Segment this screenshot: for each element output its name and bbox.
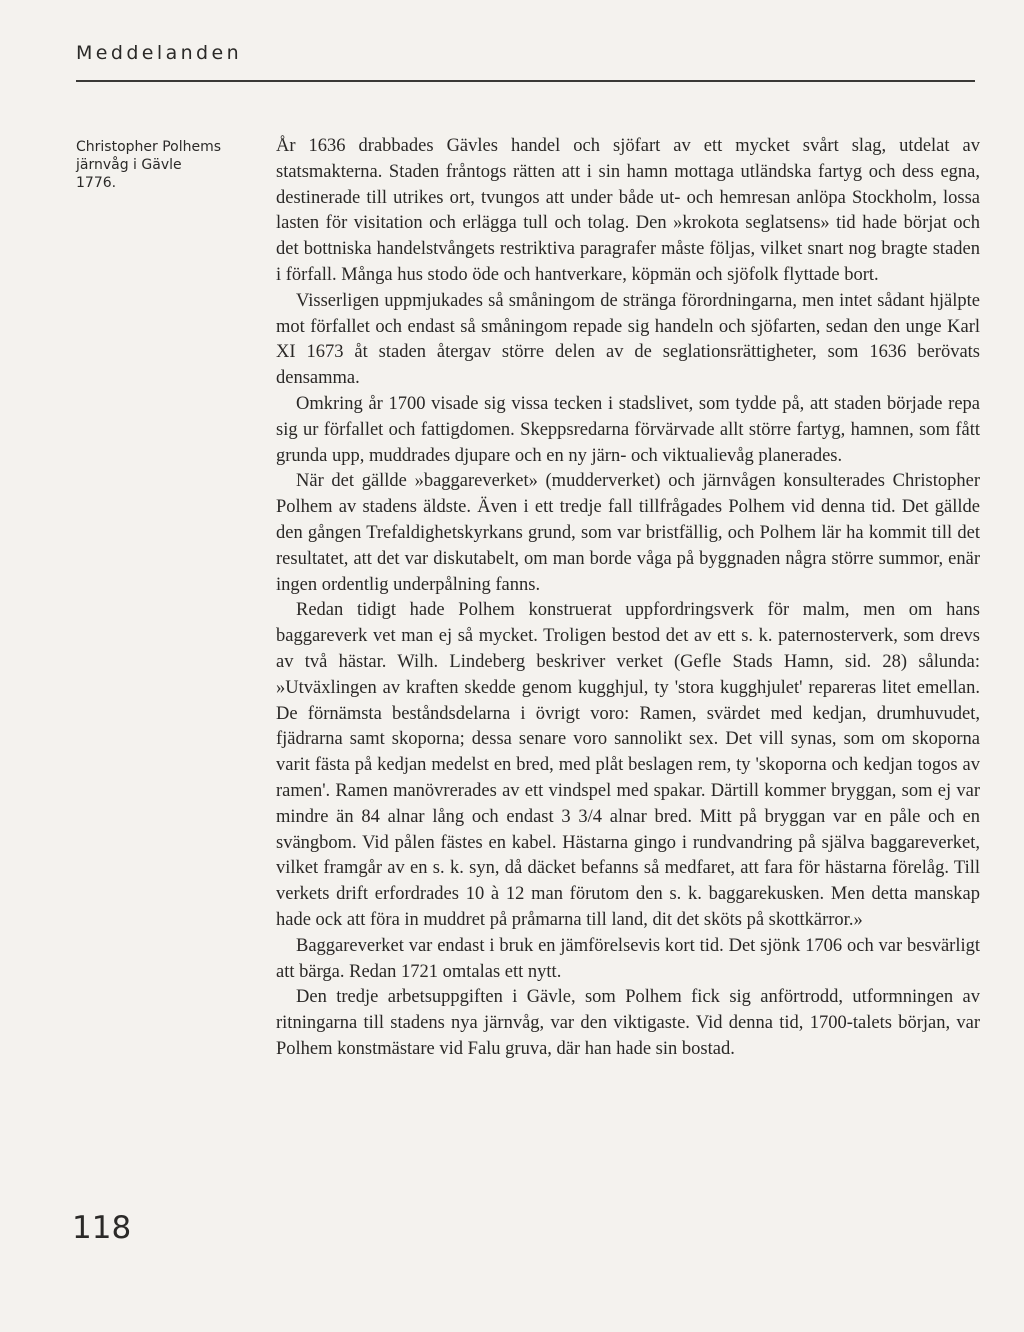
caption-line: Christopher Polhems — [76, 139, 222, 155]
caption-line: järnvåg i Gävle — [76, 157, 182, 173]
paragraph: Redan tidigt hade Polhem konstruerat uppfordringsverk för malm, men om hans baggareverk vet man ej så mycket. Troligen bestod det av ett s. k. paternosterverk, som drevs av två hästar. Wilh. Lindeberg beskriver verket (Gefle Stads Hamn, sid. 28) sålunda: »Utväxlingen av kraften skedde genom kugghjul, ty 'stora kugghjulet' repareras litet emellan. De förnämsta beståndsdelarna i övrigt voro: Ramen, svärdet med kedjan, drumhuvudet, fjädrarna samt skoporna; dessa senare voro sannolikt sex. Det vill synas, som om skoporna varit fästa på kedjan medelst en bred, med plåt beslagen rem, ty 'skoporna och kedjan togos av ramen'. Ramen manövrerades av ett vindspel med spakar. Därtill kommer bryggan, som ej var mindre än 84 alnar lång och endast 3 3/4 alnar bred. Mitt på bryggan var en påle och en svängbom. Vid pålen fästes en kabel. Hästarna gingo i rundvandring på själva baggareverket, vilket framgår av en s. k. syn, då däcket befanns så medfaret, att fara för hästarna förelåg. Till verkets drift erfordrades 10 à 12 man förutom den s. k. baggarekusken. Men detta manskap hade ock att föra in muddret på pråmarna till land, dit det sköts på skottkärror.» — [276, 600, 980, 930]
paragraph: Baggareverket var endast i bruk en jämförelsevis kort tid. Det sjönk 1706 och var besvärligt att bärga. Redan 1721 omtalas ett nytt. — [276, 935, 980, 982]
page-number: 118 — [72, 1210, 132, 1246]
caption-line: 1776. — [76, 175, 117, 191]
side-caption — [76, 138, 256, 192]
paragraph: Den tredje arbetsuppgiften i Gävle, som Polhem fick sig anförtrodd, utformningen av ritningarna till stadens nya järnvåg, var den viktigaste. Vid denna tid, 1700-talets början, var Polhem konstmästare vid Falu gruva, där han hade sin bostad. — [276, 987, 980, 1059]
header-rule — [76, 80, 975, 82]
paragraph: Omkring år 1700 visade sig vissa tecken i stadslivet, som tydde på, att staden började repa sig ur förfallet och fattigdomen. Skeppsredarna förvärvade allt större fartyg, hamnen, som fått grunda upp, muddrades djupare och en ny järn- och viktualievåg planerades. — [276, 393, 980, 466]
paragraph: År 1636 drabbades Gävles handel och sjöfart av ett mycket svårt slag, utdelat av statsmakterna. Staden fråntogs rätten att i sin hamn mottaga utländska fartyg och dess egna, destinerade till utrikes ort, tvungos att under både ut- och hemresan anlöpa Stockholm, lossa lasten för visitation och erlägga tull och tolag. Den »krokota seglatsens» tid hade börjat och det bottniska handelstvångets restriktiva paragrafer måste följas, vilket snart nog bragte staden i förfall. Många hus stodo öde och hantverkare, köpmän och sjöfolk flyttade bort. — [276, 136, 980, 285]
article-body — [276, 134, 980, 1063]
paragraph: Visserligen uppmjukades så småningom de stränga förordningarna, men intet sådant hjälpte mot förfallet och endast så småningom repade sig handeln och sjöfarten, sedan den unge Karl XI 1673 åt staden återgav större delen av de seglationsrättigheter, som 1636 berövats densamma. — [276, 290, 980, 389]
paragraph: När det gällde »baggareverket» (mudderverket) och järnvågen konsulterades Christopher Polhem av stadens äldste. Även i ett tredje fall tillfrågades Polhem vid denna tid. Det gällde den gången Trefaldighetskyrkans grund, som var bristfällig, och Polhem lär ha kommit till det resultatet, att det var diskutabelt, om man borde våga på byggnaden några större summor, enär ingen ordentlig underpålning fanns. — [276, 471, 980, 595]
running-head: Meddelanden — [76, 42, 243, 64]
